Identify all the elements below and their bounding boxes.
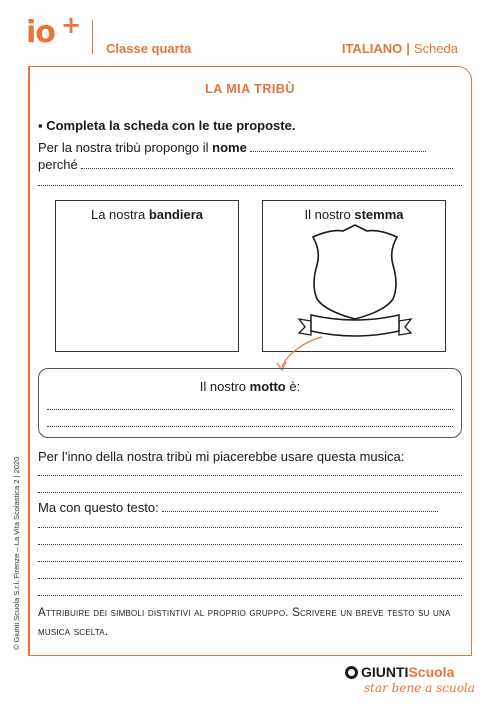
- motto-box[interactable]: [38, 368, 462, 438]
- anthem-dots-1[interactable]: [38, 465, 462, 476]
- copyright: © Giunti Scuola S.r.l. Firenze – La Vita Scolastica 2 | 2020: [12, 456, 21, 650]
- text-dots-5[interactable]: [38, 585, 462, 596]
- motto-answer-line-1[interactable]: [47, 399, 453, 410]
- anthem-answer-2: [38, 481, 462, 496]
- because-line: perché: [38, 157, 453, 172]
- motto-answer-line-2[interactable]: [47, 416, 453, 427]
- motto-label: Il nostro motto è:: [199, 379, 301, 394]
- arrow-icon: [270, 333, 350, 373]
- flag-box[interactable]: [55, 200, 239, 352]
- io-logo: io +: [26, 11, 81, 50]
- text-dots-4[interactable]: [38, 568, 462, 579]
- text-answer-2: [38, 533, 462, 548]
- text-dots-1[interactable]: [38, 517, 462, 528]
- because-answer-line[interactable]: [81, 158, 453, 169]
- text-answer-4: [38, 567, 462, 582]
- text-dots-2[interactable]: [38, 534, 462, 545]
- subject-label: ITALIANO | Scheda: [341, 41, 458, 56]
- instruction: ▪ Completa la scheda con le tue proposte.: [38, 118, 296, 133]
- anthem-answer-1: [38, 464, 462, 479]
- crest-label: Il nostro stemma: [304, 207, 404, 222]
- text-answer-3: [38, 550, 462, 565]
- text-dots-3[interactable]: [38, 551, 462, 562]
- text-line: Ma con questo testo:: [38, 500, 438, 515]
- answer-line: [38, 174, 462, 189]
- teacher-note: Attribuire dei simboli distintivi al proprio gruppo. Scrivere un breve testo su una musica scelta.: [38, 607, 451, 638]
- brand-tagline: star bene a scuola: [364, 681, 475, 695]
- text-answer-line[interactable]: [162, 501, 438, 512]
- giunti-g-icon: [345, 666, 358, 679]
- header-separator: [92, 20, 93, 54]
- page-title: LA MIA TRIBÙ: [205, 82, 295, 96]
- flag-label: La nostra bandiera: [90, 207, 203, 222]
- because-answer-line-2[interactable]: [38, 175, 462, 186]
- name-line: Per la nostra tribù propongo il nome: [38, 140, 426, 155]
- text-answer-1: [38, 516, 462, 531]
- shield-icon: [263, 201, 447, 353]
- anthem-line: Per l’inno della nostra tribù mi piacerebbe usare questa musica:: [38, 449, 405, 464]
- crest-box[interactable]: [262, 200, 446, 352]
- text-answer-5: [38, 584, 462, 599]
- class-label: Classe quarta: [106, 41, 192, 56]
- anthem-dots-2[interactable]: [38, 482, 462, 493]
- name-answer-line[interactable]: [250, 141, 426, 152]
- page-frame-left: [28, 66, 30, 656]
- giunti-logo: GIUNTIScuola: [345, 664, 454, 680]
